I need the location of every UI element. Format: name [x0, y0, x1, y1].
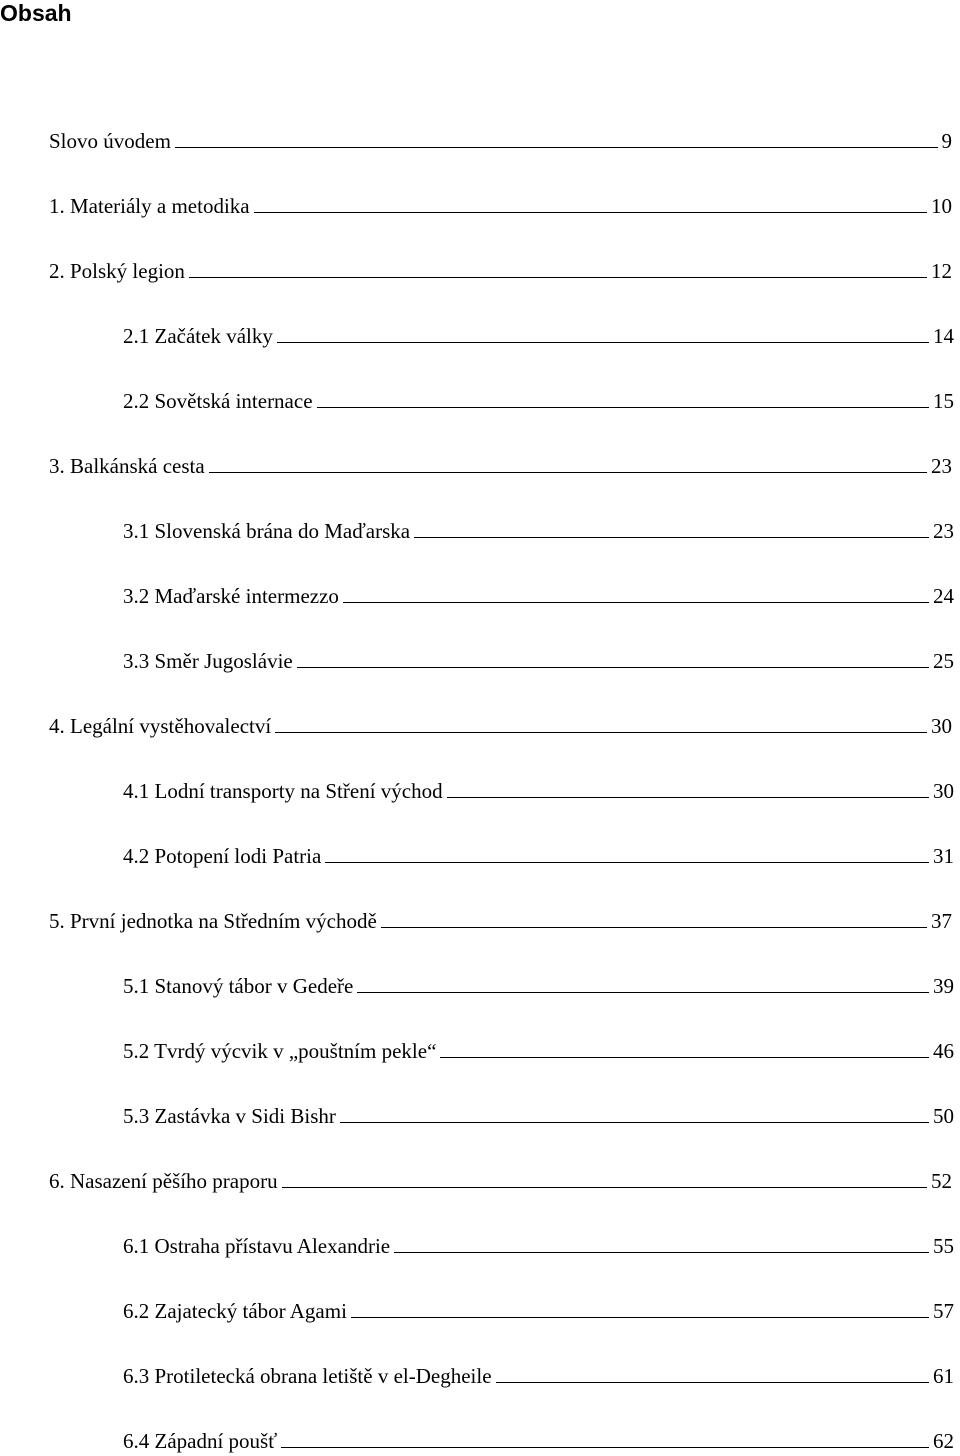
toc-leader — [175, 147, 938, 148]
toc-page-number: 23 — [933, 519, 954, 543]
toc-page-number: 10 — [931, 194, 952, 218]
toc-entry-label: 5.2 Tvrdý výcvik v „pouštním pekle“ — [123, 1039, 437, 1063]
toc-page-number: 50 — [933, 1104, 954, 1128]
toc-entry-section-6-4[interactable] — [123, 1423, 954, 1453]
toc-entry-section-3-3[interactable] — [123, 643, 954, 673]
toc-entry-label: 6.2 Zajatecký tábor Agami — [123, 1299, 347, 1323]
toc-entry-label: 3. Balkánská cesta — [49, 454, 205, 478]
toc-leader — [357, 992, 929, 993]
toc-leader — [496, 1382, 929, 1383]
toc-entry-label: 6.3 Protiletecká obrana letiště v el-Degheile — [123, 1364, 492, 1388]
toc-entry-section-6-1[interactable] — [123, 1228, 954, 1258]
toc-entry-label: 6.4 Západní poušť — [123, 1429, 278, 1453]
toc-leader — [189, 277, 927, 278]
toc-entry-foreword[interactable] — [49, 123, 952, 153]
toc-leader — [254, 212, 927, 213]
toc-entry-label: 4. Legální vystěhovalectví — [49, 714, 272, 738]
toc-leader — [277, 342, 929, 343]
toc-entry-label: 2.1 Začátek války — [123, 324, 273, 348]
toc-leader — [440, 1057, 929, 1058]
toc-page-number: 57 — [933, 1299, 954, 1323]
toc-entry-section-5-3[interactable] — [123, 1098, 954, 1128]
toc-page-number: 12 — [931, 259, 952, 283]
toc-leader — [343, 602, 929, 603]
toc-entry-label: 3.2 Maďarské intermezzo — [123, 584, 339, 608]
toc-entry-section-5-1[interactable] — [123, 968, 954, 998]
toc-leader — [351, 1317, 929, 1318]
toc-page-number: 15 — [933, 389, 954, 413]
toc-leader — [381, 927, 927, 928]
toc-leader — [209, 472, 927, 473]
toc-page-number: 14 — [933, 324, 954, 348]
toc-entry-label: 3.1 Slovenská brána do Maďarska — [123, 519, 411, 543]
toc-page-number: 52 — [931, 1169, 952, 1193]
toc-entry-chapter-6[interactable] — [49, 1163, 952, 1193]
toc-entry-section-4-2[interactable] — [123, 838, 954, 868]
toc-entry-chapter-1[interactable] — [49, 188, 952, 218]
toc-page-number: 46 — [933, 1039, 954, 1063]
toc-leader — [394, 1252, 929, 1253]
toc-entry-label: 4.2 Potopení lodi Patria — [123, 844, 322, 868]
toc-entry-label: 2. Polský legion — [49, 259, 185, 283]
toc-leader — [281, 1447, 929, 1448]
toc-leader — [447, 797, 929, 798]
toc-leader — [340, 1122, 929, 1123]
toc-entry-section-5-2[interactable] — [123, 1033, 954, 1063]
toc-page-number: 24 — [933, 584, 954, 608]
toc-page-number: 62 — [933, 1429, 954, 1453]
toc-entry-label: 3.3 Směr Jugoslávie — [123, 649, 293, 673]
toc-page-number: 30 — [931, 714, 952, 738]
toc-page-number: 25 — [933, 649, 954, 673]
toc-leader — [275, 732, 927, 733]
toc-leader — [325, 862, 929, 863]
toc-page-number: 31 — [933, 844, 954, 868]
toc-entry-section-2-2[interactable] — [123, 383, 954, 413]
toc-page-number: 55 — [933, 1234, 954, 1258]
toc-entry-section-2-1[interactable] — [123, 318, 954, 348]
toc-page-number: 39 — [933, 974, 954, 998]
toc-entry-section-4-1[interactable] — [123, 773, 954, 803]
toc-leader — [317, 407, 929, 408]
toc-page-number: 9 — [941, 129, 952, 153]
toc-entry-section-3-2[interactable] — [123, 578, 954, 608]
page-title: Obsah — [0, 0, 72, 26]
toc-entry-section-3-1[interactable] — [123, 513, 954, 543]
toc-leader — [414, 537, 929, 538]
toc-entry-label: 2.2 Sovětská internace — [123, 389, 313, 413]
toc-leader — [297, 667, 929, 668]
toc-entry-label: Slovo úvodem — [49, 129, 171, 153]
toc-entry-section-6-2[interactable] — [123, 1293, 954, 1323]
toc-entry-label: 1. Materiály a metodika — [49, 194, 250, 218]
toc-entry-label: 6. Nasazení pěšího praporu — [49, 1169, 278, 1193]
toc-entry-section-6-3[interactable] — [123, 1358, 954, 1388]
toc-entry-label: 5.3 Zastávka v Sidi Bishr — [123, 1104, 336, 1128]
toc-entry-label: 6.1 Ostraha přístavu Alexandrie — [123, 1234, 391, 1258]
toc-entry-label: 5.1 Stanový tábor v Gedeře — [123, 974, 354, 998]
toc-entry-chapter-3[interactable] — [49, 448, 952, 478]
toc-entry-chapter-2[interactable] — [49, 253, 952, 283]
toc-page-number: 23 — [931, 454, 952, 478]
toc-entry-chapter-5[interactable] — [49, 903, 952, 933]
toc-page-number: 37 — [931, 909, 952, 933]
toc-leader — [282, 1187, 927, 1188]
toc-entry-chapter-4[interactable] — [49, 708, 952, 738]
toc-page-number: 30 — [933, 779, 954, 803]
toc-page-number: 61 — [933, 1364, 954, 1388]
toc-entry-label: 4.1 Lodní transporty na Stření východ — [123, 779, 443, 803]
toc-entry-label: 5. První jednotka na Středním východě — [49, 909, 377, 933]
